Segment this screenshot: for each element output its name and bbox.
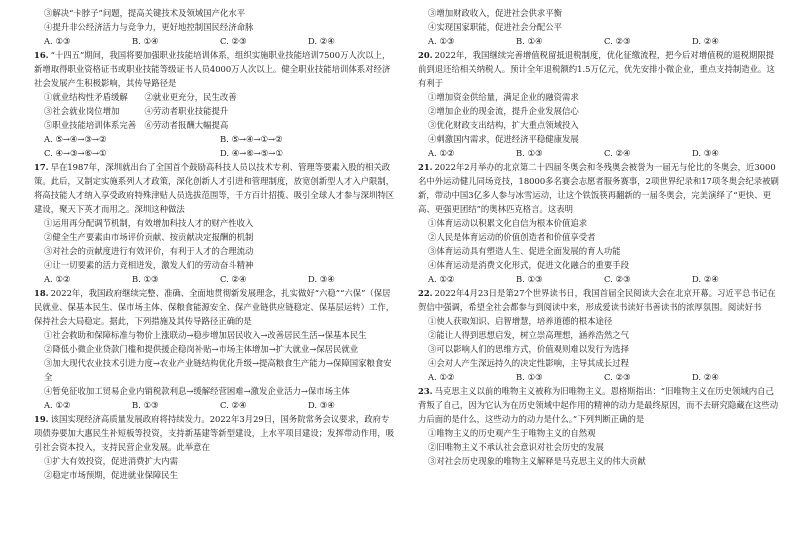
choice-line: ③社会就业岗位增加 ④劳动者职业技能提升	[44, 106, 229, 116]
choice-line: ①就业结构性矛盾缓解 ②就业更充分，民生改善	[44, 92, 237, 102]
option-d: D. ②④	[692, 274, 719, 284]
answer-options	[34, 398, 396, 412]
question-16	[34, 48, 396, 160]
choice-line: ①社会救助和保障标准与物价上涨联动→稳步增加居民收入→改善居民生活→保基本民生	[44, 330, 367, 340]
choice-line: ②人民是体育运动的价值创造者和价值享受者	[428, 232, 596, 242]
answer-options	[34, 132, 396, 146]
option-b: B. ①③	[132, 274, 159, 284]
question-stem: 2022年4月23日是第27个世界读书日，我国首届全民阅读大会在北京开幕。习近平总书记在贺信中强调，希望全社会都参与到阅读中来，形成爱读书读好书善读书的浓厚氛围。阅读好书	[418, 288, 776, 312]
option-d: D. ③④	[308, 400, 335, 410]
option-d: D. ②④	[308, 36, 335, 46]
question-21	[418, 160, 780, 286]
question-stem: 2022年，我国继续完善增值税留抵退税制度，优化征缴流程，把今后对增值税的退税期限提前到退还给相关纳税人。预计全年退税额约1.5万亿元，优先安排小微企业，重点支持制造业。这有利于	[418, 50, 775, 88]
question-19	[34, 412, 396, 482]
choice-line: ③可以影响人们的思维方式，价值观则难以发行为选择	[428, 344, 629, 354]
option-d: D. ②④	[692, 36, 719, 46]
question-number: 21.	[418, 162, 433, 172]
choice-line: ④刺激国内需求，促进经济平稳健康发展	[428, 134, 579, 144]
question-number: 17.	[34, 162, 49, 172]
question-number: 20.	[418, 50, 433, 60]
option-b: B. ①③	[516, 148, 543, 158]
option-b: B. ①③	[516, 372, 543, 382]
option-c: C. ②③	[604, 372, 631, 382]
choice-line: ③加大现代农业技术引进力度→农业产业链结构优化升级→提高粮食生产能力→保障国家粮食安全	[44, 358, 392, 382]
left-column	[34, 6, 396, 482]
option-a: A. ①②	[44, 274, 71, 284]
question-18	[34, 286, 396, 412]
answer-options	[34, 272, 396, 286]
question-stem: 该国实现经济高质量发展政府将持续发力。2022年3月29日，国务院常务会议要求，政府专项债券要加大惠民生补短板等投资，支持新基建等新型建设，上水平项目建设；发挥带动作用，吸引社会资本投入，支持民营企业发展。此举意在	[34, 414, 395, 452]
prev-options	[34, 34, 396, 48]
question-number: 19.	[34, 414, 49, 424]
prev-options	[418, 34, 780, 48]
answer-options	[418, 370, 780, 384]
option-c: C. ②③	[220, 36, 247, 46]
choice-line: ④让一切要素的活力竞相迸发，激发人们的劳动奋斗精神	[44, 260, 254, 270]
option-a: A. ⑤→④→③→②	[44, 134, 107, 144]
question-number: 16.	[34, 50, 49, 60]
question-17	[34, 160, 396, 286]
option-b: B. ①③	[516, 274, 543, 284]
choice-line: ②健全生产要素由市场评价贡献、按贡献决定报酬的机制	[44, 232, 254, 242]
choice-line: ②稳定市场预期，促进就业保障民生	[44, 470, 178, 480]
question-stem: 马克思主义以前的唯物主义被称为旧唯物主义。恩格斯指出：“旧唯物主义在历史领域内自己背叛了自己，因为它认为在历史领域中起作用的精神的动力是最终原因，而不去研究隐藏在这些动力后面的是什么，这些动力的动力是什么。”下列判断正确的是	[418, 386, 779, 424]
question-stem: “十四五”期间，我国将要加强职业技能培训体系，组织实施职业技能培训7500万人次以上，新增取得职业资格证书或职业技能等级证书人员4000万人次以上。健全职业技能培训体系对经济社会发展产生积极影响，其传导路径是	[34, 50, 391, 88]
option-c: C. ②④	[604, 148, 631, 158]
question-stem: 早在1987年，深圳就出台了全国首个鼓励高科技人员以技术专利、管理等要素入股的相关政策。此后，又制定实施系列人才政策，深化创新人才引进和管理制度，放宽创新型人才入户限制，将高技能人才纳入享受政府特殊津贴人员选拔范围等，千方百计招揽、吸引全球人才参与深圳特区建设，聚天下英才而用之。深圳这种做法	[34, 162, 395, 214]
option-b: B. ①③	[132, 400, 159, 410]
question-number: 18.	[34, 288, 49, 298]
choice-line: ①使人获取知识、启智增慧，培养道德的根本途径	[428, 316, 613, 326]
option-d: D. ②④	[692, 372, 719, 382]
option-a: A. ①②	[428, 274, 455, 284]
choice-line: ②增加企业的现金流，提升企业发展信心	[428, 106, 579, 116]
question-number: 23.	[418, 386, 433, 396]
choice-line: ⑤职业技能培训体系完善 ⑥劳动者报酬大幅提高	[44, 120, 229, 130]
option-b: B. ⑤→④→①→②	[220, 134, 283, 144]
question-23	[418, 384, 780, 468]
option-d: D. ④→⑥→⑤→①	[220, 148, 283, 158]
option-a: A. ①②	[428, 148, 455, 158]
choice-line: ③体育运动具有塑造人生、促进全面发展的育人功能	[428, 246, 621, 256]
choice-line: ③对社会的贡献度进行有效评价，有利于人才的合理流动	[44, 246, 254, 256]
option-a: A. ①③	[44, 36, 71, 46]
choice-line: ①增加资金供给量，满足企业的融资需求	[428, 92, 579, 102]
option-a: A. ①②	[44, 400, 71, 410]
option-d: D. ③④	[692, 148, 719, 158]
choice-line: ①唯物主义的历史观产生于唯物主义的自然观	[428, 428, 596, 438]
option-d: D. ③④	[308, 274, 335, 284]
question-stem: 2022年2月举办的北京第二十四届冬奥会和冬残奥会被誉为一届无与伦比的冬奥会，近3000名中外运动健儿同场竞技，18000多名赛会志愿者服务赛事，2项世界纪录和17项冬奥会纪录被刷新，带动中国3亿多人参与冰雪运动，让这个铁饭筷再翻新的一届冬奥会，完美演绎了“更快、更高、更强更团结”的奥林匹克格言。这表明	[418, 162, 779, 214]
choice-line: ②降低小微企业贷款门槛和提供援企稳岗补贴→市场主体增加→扩大就业→保居民就业	[44, 344, 359, 354]
prev-item-3: ③增加财政收入，促进社会供求平衡	[428, 8, 562, 18]
option-c: C. ②④	[220, 400, 247, 410]
choice-line: ④会对人产生深远持久的决定性影响，主导其成长过程	[428, 358, 629, 368]
answer-options	[418, 146, 780, 160]
choice-line: ②能让人得到思想启发，树立崇高理想，涵养浩然之气	[428, 330, 629, 340]
right-column	[418, 6, 780, 468]
question-20	[418, 48, 780, 160]
choice-line: ①扩大有效投资，促进消费扩大内需	[44, 456, 178, 466]
prev-item-4: ④提升非公经济活力与竞争力，更好地控制国民经济命脉	[44, 22, 254, 32]
choice-line: ④体育运动是消费文化形式，促进文化融合的重要手段	[428, 260, 629, 270]
question-number: 22.	[418, 288, 433, 298]
choice-line: ①运用再分配调节机制，有效增加科技人才的财产性收入	[44, 218, 254, 228]
answer-options	[34, 146, 396, 160]
choice-line: ④暂免征收加工贸易企业内销税款利息→缓解经营困难→激发企业活力→保市场主体	[44, 386, 350, 396]
question-stem: 2022年，我国政府继续完整、准确、全面地贯彻新发展理念，扎实做好“六稳”“六保”（保居民就业、保基本民生、保市场主体、保粮食能源安全、保产业链供应链稳定、保基层运转）工作，保持社会大局稳定。据此，下列措施及其传导路径正确的是	[34, 288, 395, 326]
choice-line: ②旧唯物主义不承认社会意识对社会历史的发展	[428, 442, 604, 452]
option-b: B. ①④	[516, 36, 543, 46]
option-a: A. ①③	[428, 36, 455, 46]
choice-line: ③对社会历史现象的唯物主义解释是马克思主义的伟大贡献	[428, 456, 646, 466]
answer-options	[418, 272, 780, 286]
prev-item-4: ④实现国家职能，促进社会分配公平	[428, 22, 562, 32]
choice-line: ①体育运动以积累文化自信为根本价值追求	[428, 218, 588, 228]
choice-line: ③优化财政支出结构，扩大重点领域投入	[428, 120, 579, 130]
prev-item-3: ③解决“卡脖子”问题，提高关键技术及领域国产化水平	[44, 8, 246, 18]
option-c: C. ②③	[604, 274, 631, 284]
option-c: C. ②④	[220, 274, 247, 284]
option-a: A. ①②	[428, 372, 455, 382]
question-22	[418, 286, 780, 384]
option-b: B. ①④	[132, 36, 159, 46]
option-c: C. ②③	[604, 36, 631, 46]
option-c: C. ④→③→⑥→①	[44, 148, 107, 158]
